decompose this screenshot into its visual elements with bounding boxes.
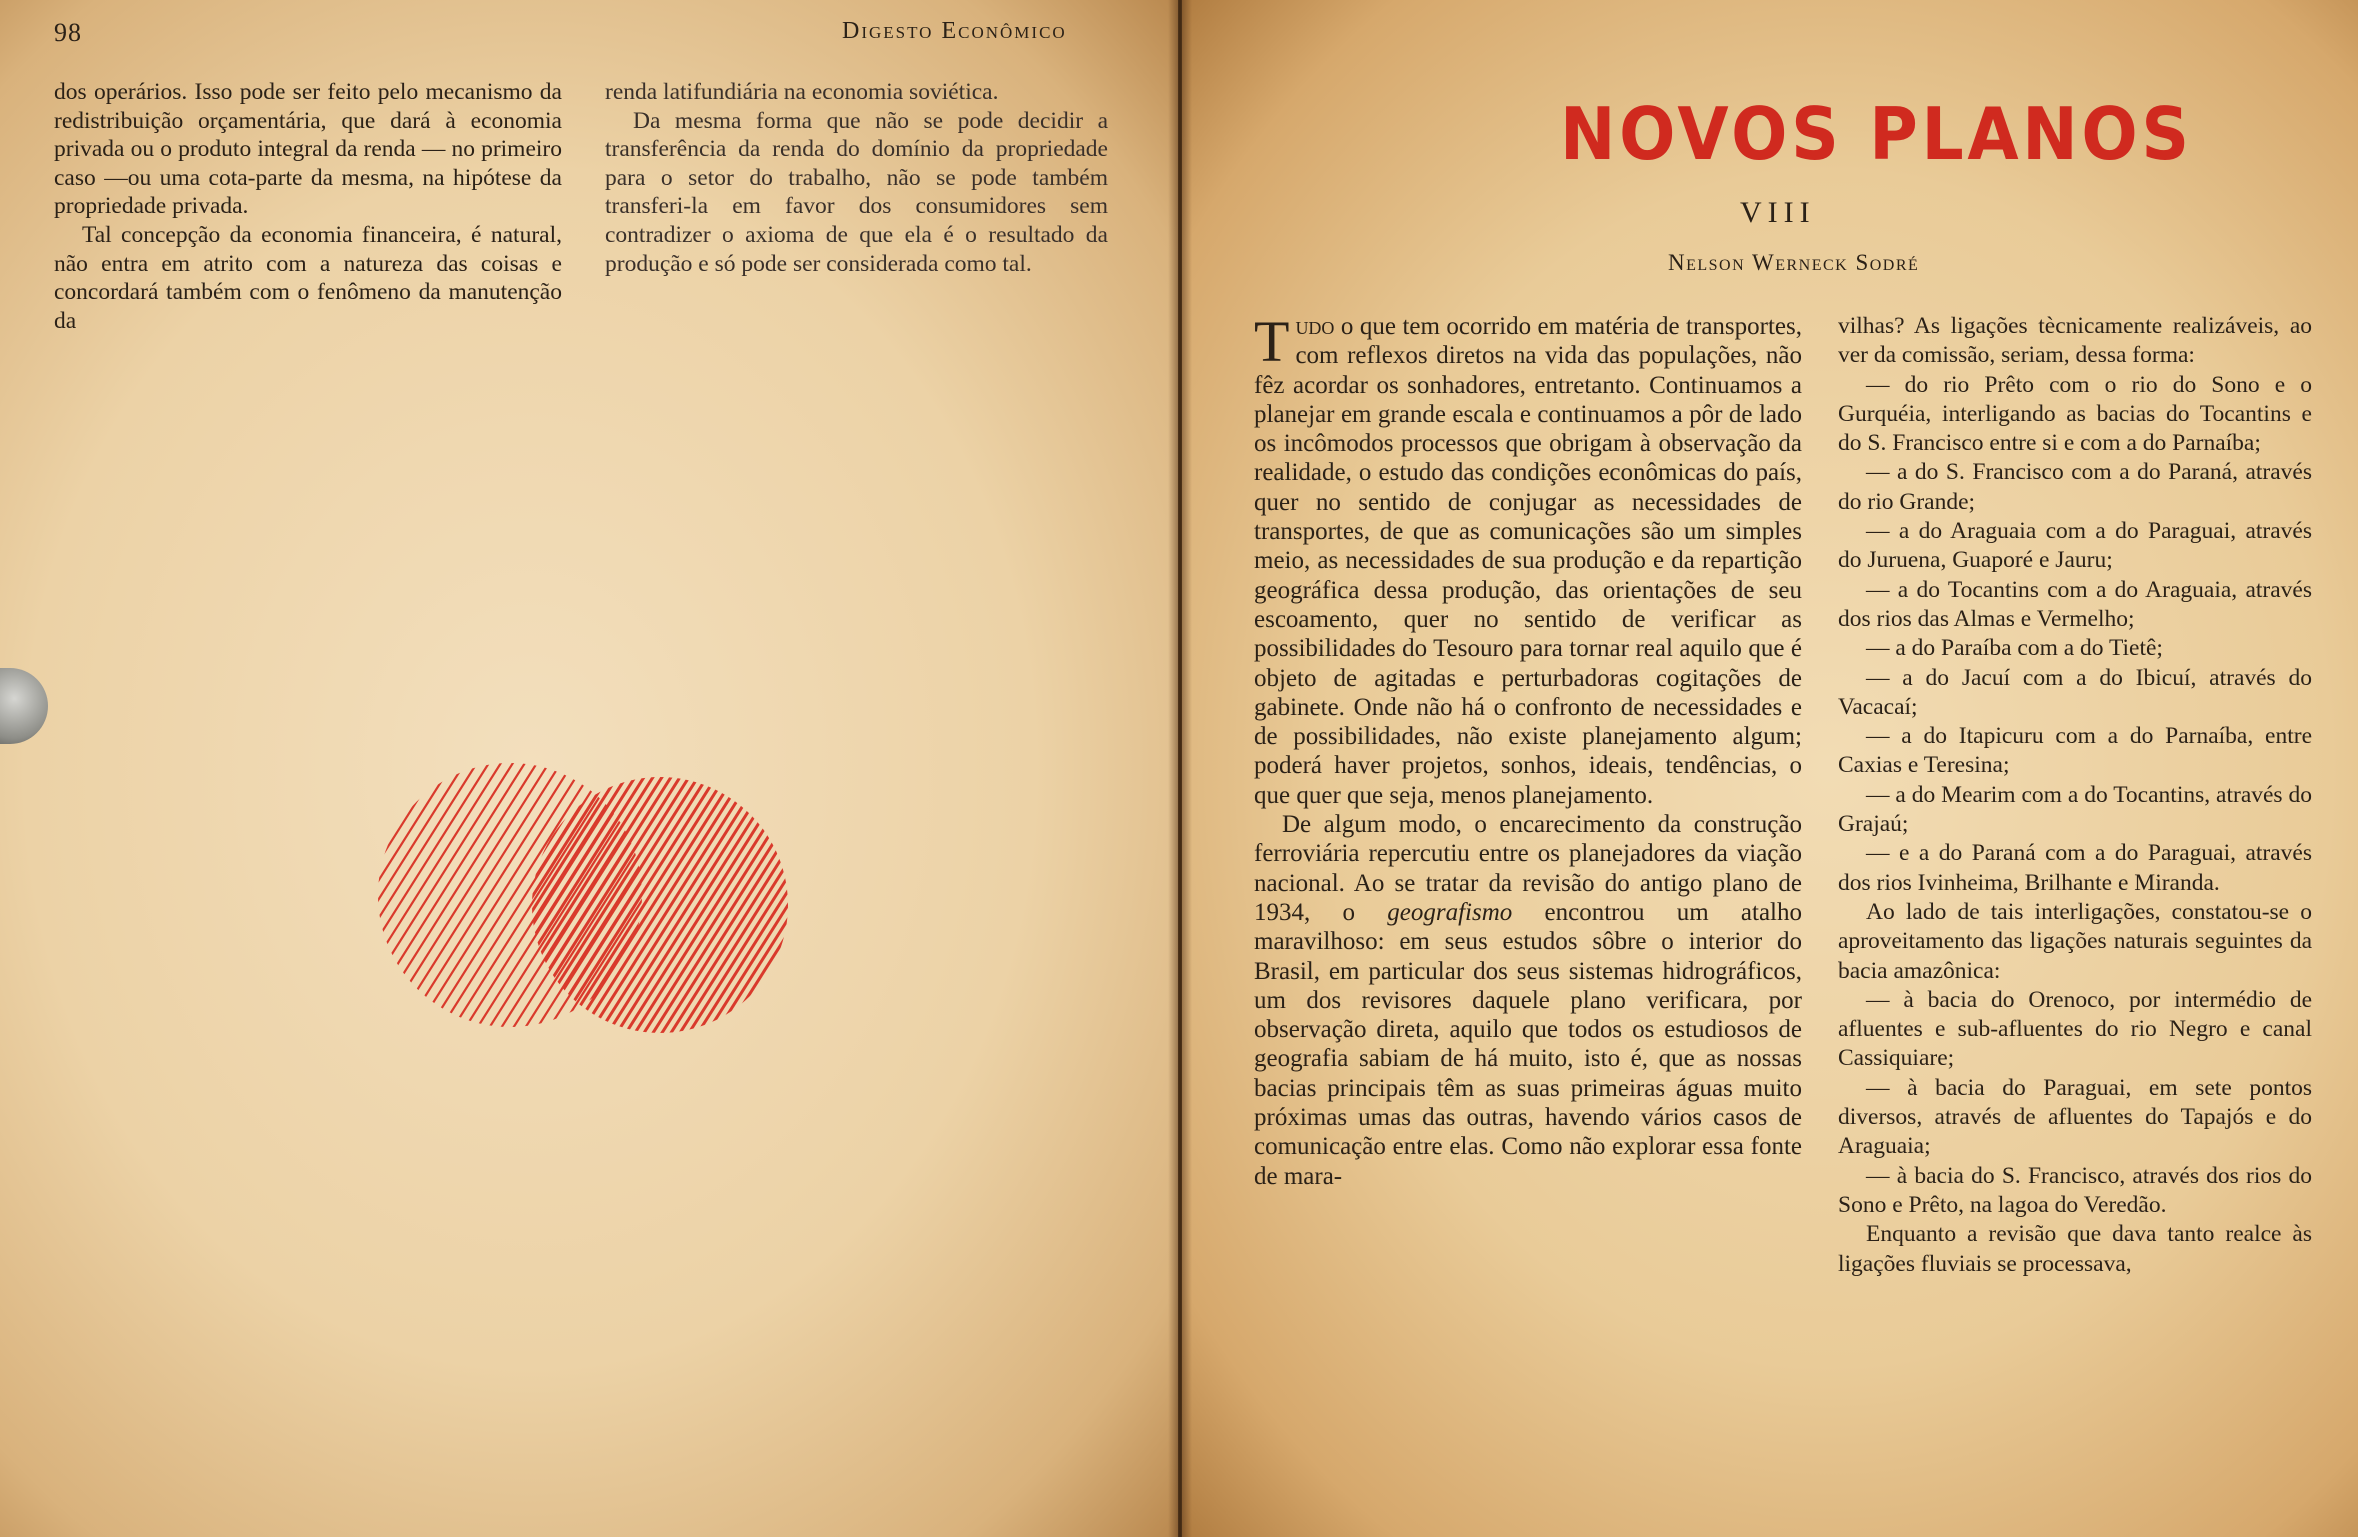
- hatch-line: [360, 755, 446, 1055]
- list-item: — a do Mearim com a do Tocantins, através do Grajaú;: [1838, 781, 2312, 838]
- hatch-line: [360, 755, 386, 1055]
- list-item: — a do Tocantins com a do Araguaia, através dos rios das Almas e Vermelho;: [1838, 576, 2312, 632]
- overlapping-circles-ornament: [360, 755, 810, 1055]
- hatch-line: [360, 755, 530, 1055]
- hatch-line: [360, 755, 398, 1055]
- paragraph: [1254, 810, 1802, 1191]
- hatch-line: [432, 755, 622, 1055]
- journal-title: Digesto Econômico: [842, 18, 1067, 44]
- hatch-line: [603, 755, 793, 1055]
- first-word: udo: [1295, 313, 1335, 340]
- list-item: — a do Paraíba com a do Tietê;: [1866, 635, 2163, 662]
- italic-term: geografismo: [1387, 898, 1513, 926]
- paragraph: Tal concepção da economia financeira, é natural, não entra em atrito com a natureza das coisas e concordará também com o fenômeno da manutenção da: [54, 221, 562, 334]
- paragraph-text: o que tem ocorrido em matéria de transportes, com reflexos diretos na vida das populações, não fêz acordar os sonhadores, entretanto. Continuamos a planejar em grande escala e continuamos a pôr de lado os incômodos processos que obrigam à observação da realidade, o estudo das condições econômicas do país, quer no sentido de conjugar as necessidades de transportes, de que as comunicações são um simples meio, as necessidades de sua produção e da repartição geográfica dessa produção, das orientações de seu escoamento, quer no sentido de verificar as possibilidades do Tesouro para tornar real aquilo que é objeto de agitadas e perturbadoras cogitações de gabinete. Onde não há o confronto de necessidades e de possibilidades, não existe planejamento algum; poderá haver projetos, sonhos, ideais, tendências, o que quer que seja, menos planejamento.: [1254, 313, 1802, 809]
- hatch-line: [792, 755, 810, 1055]
- right-page: [1182, 0, 2358, 1537]
- left-column-2: [605, 78, 1108, 278]
- hatch-line: [540, 755, 730, 1055]
- hatch-line: [513, 755, 703, 1055]
- hatch-line: [360, 755, 550, 1055]
- hatch-line: [756, 755, 810, 1055]
- paragraph: renda latifundiária na economia soviética.: [605, 79, 999, 105]
- hatch-line: [576, 755, 766, 1055]
- hatch-line: [360, 755, 362, 1055]
- hatch-line: [360, 755, 458, 1055]
- paragraph-text: encontrou um atalho maravilhoso: em seus estudos sôbre o interior do Brasil, em particular dos seus sistemas hidrográficos, um dos revisores daquele plano verificara, por observação direta, aquilo que todos os estudiosos de geografia sabiam de há muito, isto é, que as nossas bacias principais têm as suas primeiras águas muito próximas umas das outras, havendo vários casos de comunicação entre elas. Como não explorar essa fonte de mara-: [1254, 898, 1802, 1190]
- hatch-line: [360, 755, 422, 1055]
- list-item: — do rio Prêto com o rio do Sono e o Gurquéia, interligando as bacias do Tocantins e do S. Francisco entre si e com a do Parnaíba;: [1838, 371, 2312, 457]
- paragraph-text: De algum modo, o encarecimento da construção ferroviária repercutiu entre os planejadores da viação nacional. Ao se tratar da revisão do antigo plano de 1934, o: [1254, 811, 1802, 926]
- hatch-line: [612, 755, 802, 1055]
- hatch-line: [378, 755, 568, 1055]
- hatch-line: [738, 755, 810, 1055]
- left-column-1: [54, 78, 562, 335]
- paragraph: Da mesma forma que não se pode decidir a transferência da renda do domínio da propriedade para o setor do trabalho, não se pode também transferi-la em favor dos consumidores sem contradizer o axioma de que ela é o resultado da produção e só pode ser considerada como tal.: [605, 107, 1108, 277]
- list-item: — à bacia do Orenoco, por intermédio de afluentes e sub-afluentes do rio Negro e canal Cassiquiare;: [1838, 986, 2312, 1072]
- right-column-1: [1254, 309, 1802, 1191]
- list-item: — à bacia do S. Francisco, através dos rios do Sono e Prêto, na lagoa do Veredão.: [1838, 1162, 2312, 1218]
- list-item: — a do S. Francisco com a do Paraná, através do rio Grande;: [1838, 459, 2312, 515]
- hatch-line: [360, 755, 494, 1055]
- list-item: — e a do Paraná com a do Paraguai, através dos rios Ivinheima, Brilhante e Miranda.: [1838, 840, 2312, 896]
- paragraph: Ao lado de tais interligações, constatou-se o aproveitamento das ligações naturais seguintes da bacia amazônica:: [1838, 898, 2312, 984]
- hatch-line: [549, 755, 739, 1055]
- hatch-line: [594, 755, 784, 1055]
- author-byline: Nelson Werneck Sodré: [1668, 250, 1920, 275]
- hatch-line: [468, 755, 658, 1055]
- article-title: NOVOS PLANOS: [1560, 92, 2193, 176]
- drop-cap: T: [1254, 309, 1290, 374]
- paragraph: vilhas? As ligações tècnicamente realizáveis, ao ver da comissão, seriam, dessa forma:: [1838, 313, 2312, 369]
- right-column-2: [1838, 312, 2312, 1279]
- paragraph: Enquanto a revisão que dava tanto realce às ligações fluviais se processava,: [1838, 1221, 2312, 1277]
- opening-paragraph: [1254, 309, 1802, 810]
- list-item: — a do Jacuí com a do Ibicuí, através do Vacacaí;: [1838, 664, 2312, 720]
- hatch-line: [504, 755, 694, 1055]
- left-page: [0, 0, 1178, 1537]
- paragraph: dos operários. Isso pode ser feito pelo mecanismo da redistribuição orçamentária, que dará à economia privada ou o produto integral da renda — no primeiro caso —ou uma cota-parte da mesma, na hipótese da propriedade privada.: [54, 79, 562, 220]
- list-item: — à bacia do Paraguai, em sete pontos diversos, através de afluentes do Tapajós e do Araguaia;: [1838, 1074, 2312, 1160]
- hatch-line: [396, 755, 586, 1055]
- hatch-line: [585, 755, 775, 1055]
- book-gutter: [1168, 0, 1192, 1537]
- hatch-line: [801, 755, 810, 1055]
- hatch-line: [360, 755, 410, 1055]
- part-number: VIII: [1740, 196, 1816, 229]
- list-item: — a do Itapicuru com a do Parnaíba, entre Caxias e Teresina;: [1838, 723, 2312, 779]
- metal-tab-clip: [0, 668, 48, 744]
- hatch-line: [621, 755, 810, 1055]
- hatch-line: [360, 755, 374, 1055]
- hatch-line: [567, 755, 757, 1055]
- page-number: 98: [54, 18, 82, 47]
- list-item: — a do Araguaia com a do Paraguai, através do Juruena, Guaporé e Jauru;: [1838, 518, 2312, 574]
